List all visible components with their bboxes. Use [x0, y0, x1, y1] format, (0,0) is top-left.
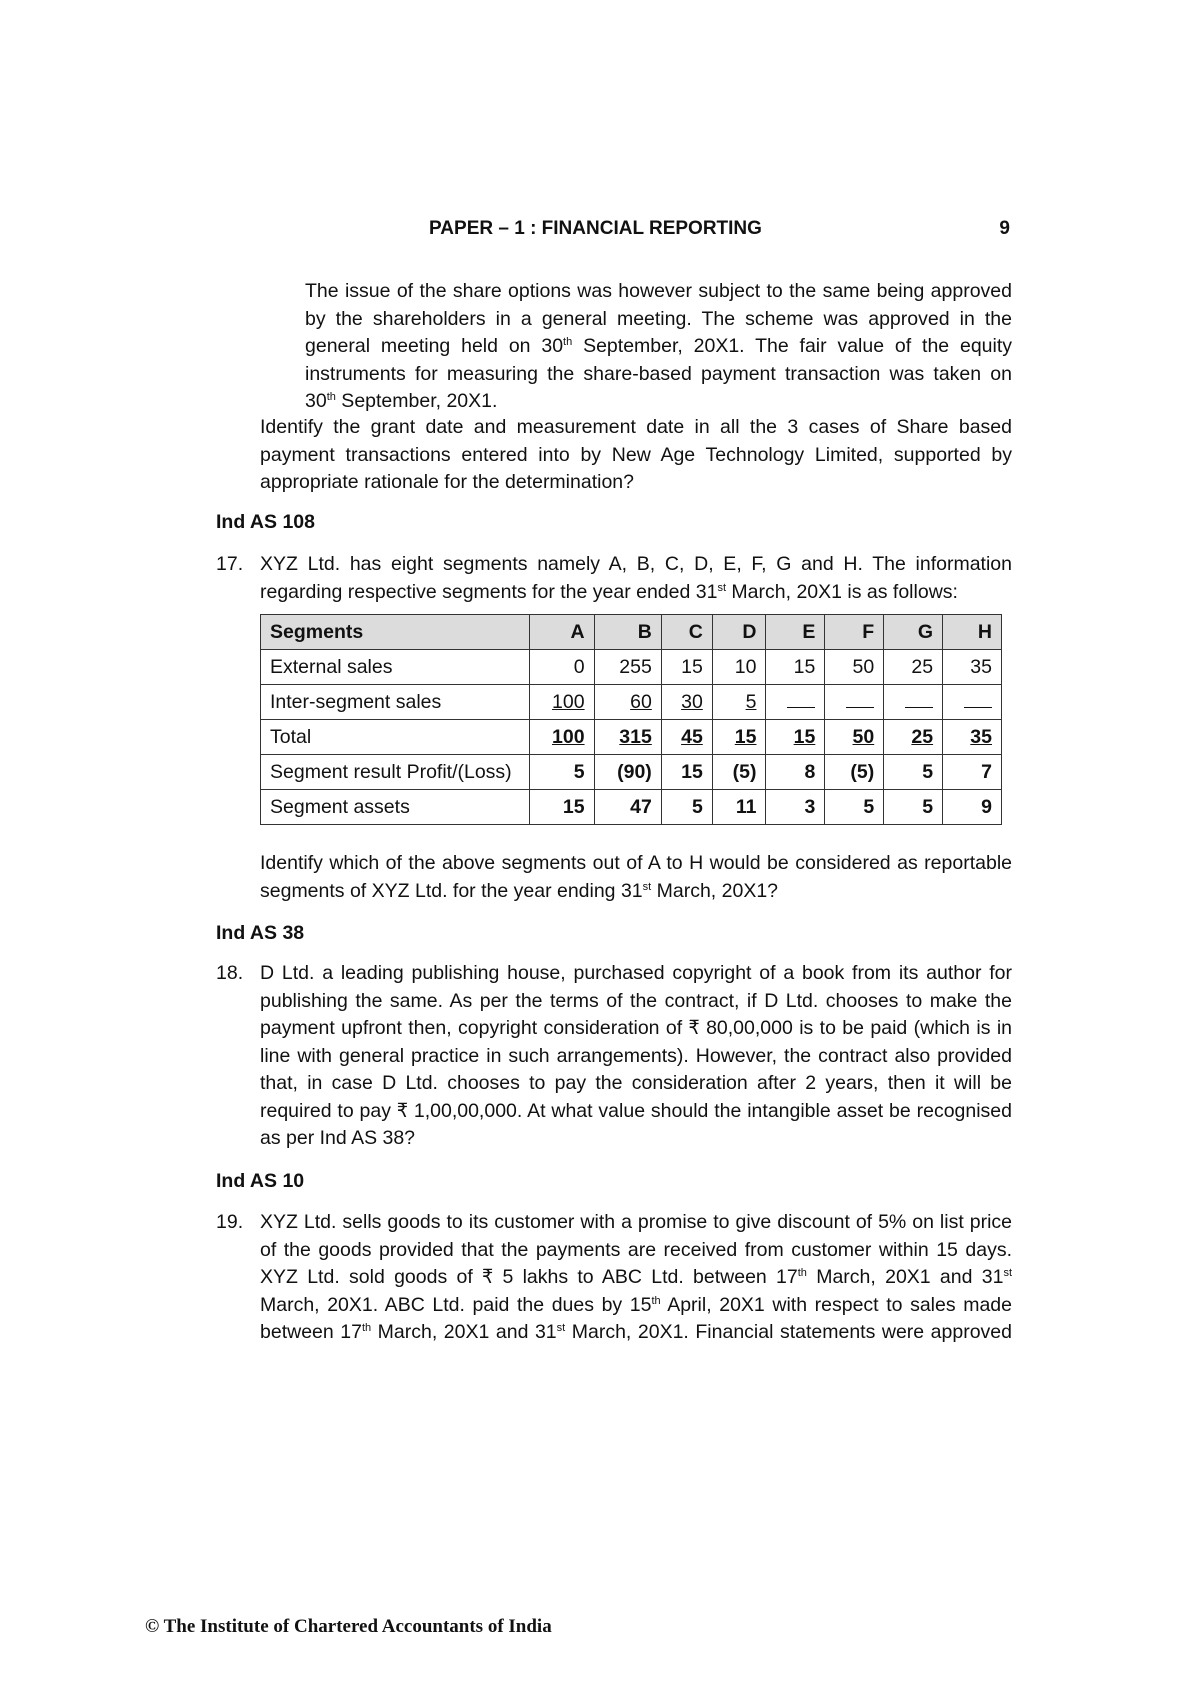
- table-cell: (5): [825, 755, 884, 790]
- question-18-text: D Ltd. a leading publishing house, purchased copyright of a book from its author for publishing the same. As per the terms of the contract, if D Ltd. chooses to make the payment upfront then, copyright consideration of ₹ 80,00,000 is to be paid (which is in line with general practice in such arrangements). However, the contract also provided that, in case D Ltd. chooses to pay the consideration after 2 years, then it will be required to pay ₹ 1,00,00,000. At what value should the intangible asset be recognised as per Ind AS 38?: [260, 962, 1012, 1149]
- table-cell: 315: [594, 720, 661, 755]
- table-header-cell: B: [594, 615, 661, 650]
- table-cell: 8: [766, 755, 825, 790]
- heading-ind-as-108: Ind AS 108: [216, 511, 315, 533]
- table-cell: 3: [766, 790, 825, 825]
- table-row-segment-assets: [261, 790, 1002, 825]
- table-row-inter-segment-sales: [261, 685, 1002, 720]
- table-cell: Segment assets: [261, 790, 530, 825]
- question-19-number: 19.: [216, 1211, 244, 1233]
- table-cell: Inter-segment sales: [261, 685, 530, 720]
- table-cell: 7: [943, 755, 1002, 790]
- table-cell: 15: [530, 790, 595, 825]
- table-header-cell: D: [712, 615, 766, 650]
- table-cell: 30: [661, 685, 712, 720]
- table-cell: 255: [594, 650, 661, 685]
- table-cell: 100: [530, 685, 595, 720]
- table-cell: (90): [594, 755, 661, 790]
- question-18-number: 18.: [216, 962, 244, 984]
- heading-ind-as-38: Ind AS 38: [216, 922, 305, 944]
- page-number: 9: [999, 218, 1010, 239]
- question-19-text: XYZ Ltd. sells goods to its customer with a promise to give discount of 5% on list price of the goods provided that the payments are received from customer within 15 days. XYZ Ltd. sold goods of ₹ 5 lakhs to ABC Ltd. between 17th March, 20X1 and 31st March, 20X1. ABC Ltd. paid the dues by 15th April, 20X1 with respect to sales made between 17th March, 20X1 and 31st March, 20X1. Financial statements were approved: [260, 1211, 1012, 1343]
- table-cell: (5): [712, 755, 766, 790]
- table-cell: 15: [766, 720, 825, 755]
- table-header-cell: A: [530, 615, 595, 650]
- table-cell: 50: [825, 650, 884, 685]
- question-17-text: XYZ Ltd. has eight segments namely A, B, C, D, E, F, G and H. The information regarding respective segments for the year ended 31st March, 20X1 is as follows:: [260, 553, 1012, 603]
- table-header-cell: C: [661, 615, 712, 650]
- page-header-title: PAPER – 1 : FINANCIAL REPORTING: [429, 218, 762, 239]
- table-cell: 15: [661, 755, 712, 790]
- heading-ind-as-10: Ind AS 10: [216, 1170, 305, 1192]
- underline-blank: [964, 693, 992, 708]
- table-cell: 9: [943, 790, 1002, 825]
- table-cell-blank: [943, 685, 1002, 720]
- segments-table: [260, 614, 1002, 825]
- table-cell: 5: [825, 790, 884, 825]
- table-cell: 10: [712, 650, 766, 685]
- table-header-cell: E: [766, 615, 825, 650]
- table-cell: 0: [530, 650, 595, 685]
- table-header-cell: G: [884, 615, 943, 650]
- table-cell: 5: [884, 755, 943, 790]
- intro-paragraph-2: Identify the grant date and measurement date in all the 3 cases of Share based payment transactions entered into by New Age Technology Limited, supported by appropriate rationale for the determination?: [260, 416, 1012, 493]
- table-cell: 47: [594, 790, 661, 825]
- table-cell: 25: [884, 720, 943, 755]
- table-cell: Segment result Profit/(Loss): [261, 755, 530, 790]
- table-cell: 35: [943, 720, 1002, 755]
- table-cell: 5: [884, 790, 943, 825]
- table-cell: Total: [261, 720, 530, 755]
- question-17-followup: Identify which of the above segments out of A to H would be considered as reportable segments of XYZ Ltd. for the year ending 31st March, 20X1?: [260, 852, 1012, 902]
- table-cell: 100: [530, 720, 595, 755]
- table-cell: 45: [661, 720, 712, 755]
- underline-blank: [846, 693, 874, 708]
- table-row-segment-result: [261, 755, 1002, 790]
- table-cell: 15: [661, 650, 712, 685]
- table-header-row: [261, 615, 1002, 650]
- question-17-number: 17.: [216, 553, 244, 575]
- table-cell: External sales: [261, 650, 530, 685]
- table-row-total: [261, 720, 1002, 755]
- table-cell-blank: [766, 685, 825, 720]
- table-cell: 25: [884, 650, 943, 685]
- table-cell: 60: [594, 685, 661, 720]
- table-header-cell: H: [943, 615, 1002, 650]
- table-cell: 5: [530, 755, 595, 790]
- table-cell: 50: [825, 720, 884, 755]
- table-header-cell: F: [825, 615, 884, 650]
- table-cell-blank: [884, 685, 943, 720]
- table-cell: 11: [712, 790, 766, 825]
- table-cell: 15: [766, 650, 825, 685]
- table-cell: 15: [712, 720, 766, 755]
- table-row-external-sales: [261, 650, 1002, 685]
- table-cell: 5: [661, 790, 712, 825]
- table-cell-blank: [825, 685, 884, 720]
- underline-blank: [905, 693, 933, 708]
- table-cell: 35: [943, 650, 1002, 685]
- footer-copyright: © The Institute of Chartered Accountants of India: [145, 1616, 552, 1637]
- table-cell: 5: [712, 685, 766, 720]
- underline-blank: [787, 693, 815, 708]
- table-header-cell: Segments: [261, 615, 530, 650]
- intro-paragraph-1: The issue of the share options was however subject to the same being approved by the shareholders in a general meeting. The scheme was approved in the general meeting held on 30th September, 20X1. The fair value of the equity instruments for measuring the share-based payment transaction was taken on 30th September, 20X1.: [305, 280, 1013, 412]
